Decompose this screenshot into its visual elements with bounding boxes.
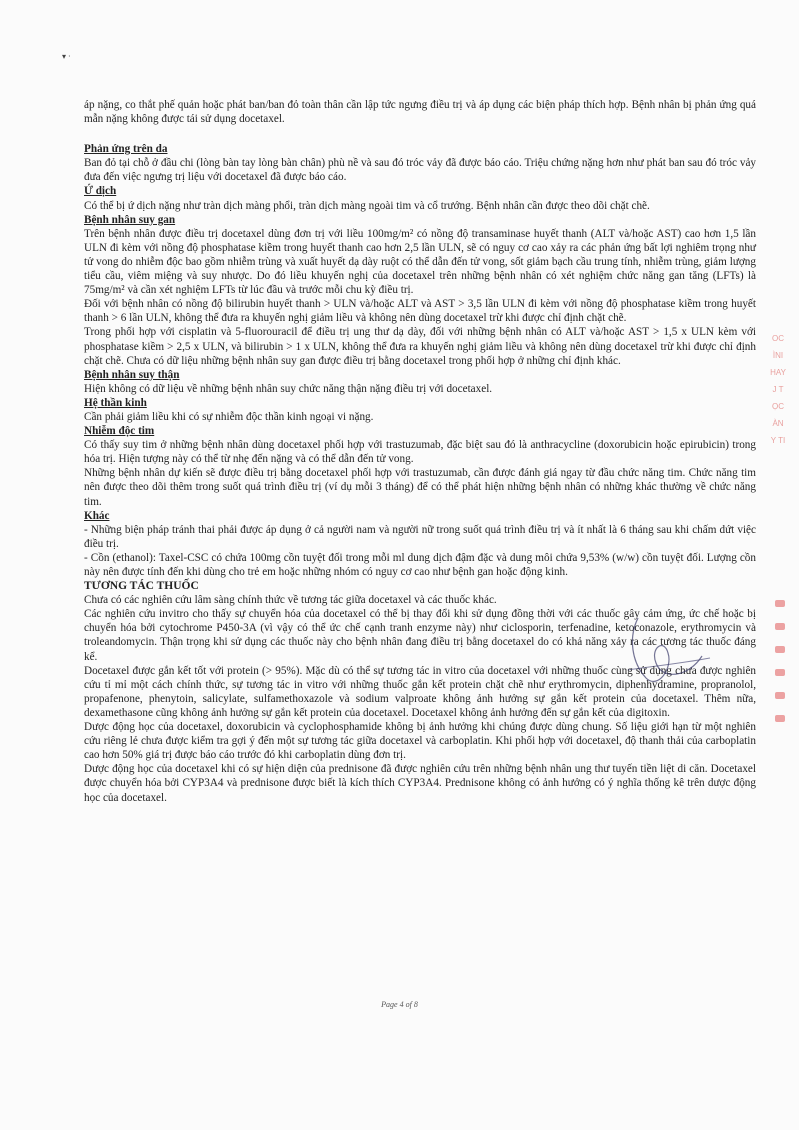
red-stamp-marks bbox=[768, 600, 792, 738]
document-body bbox=[84, 98, 756, 805]
paragraph-gap bbox=[84, 126, 756, 142]
scan-mark: ▾ · bbox=[62, 52, 71, 61]
handwritten-signature bbox=[598, 608, 718, 698]
body-paragraph: Dược động học của docetaxel, doxorubicin và cyclophosphamide không bị ảnh hưởng khi chúng được dùng chung. Số liệu giới hạn từ một nghiên cứu riêng lẻ chưa được kiểm tra gợi ý đến một sự tương tác giữa docetaxel và carboplatin. Khi phối hợp với docetaxel, độ thanh thải của carboplatin cao hơn 50% giá trị được báo cáo trước đó khi carboplatin dùng đơn trị. bbox=[84, 721, 756, 762]
stamp-text: J T bbox=[772, 385, 784, 394]
body-paragraph: - Những biện pháp tránh thai phải được áp dụng ở cả người nam và người nữ trong suốt quá trình điều trị và ít nhất là 6 tháng sau khi chấm dứt việc điều trị. bbox=[84, 523, 756, 550]
body-paragraph: Trên bệnh nhân được điều trị docetaxel dùng đơn trị với liều 100mg/m² có nồng độ transaminase huyết thanh (ALT và/hoặc AST) cao hơn 1,5 lần ULN đi kèm với nồng độ phosphatase kiềm trong huyết thanh cao hơn 2,5 lần ULN, sẽ có nguy cơ cao xảy ra các phản ứng bất lợi nghiêm trọng như tử vong do nhiễm độc bao gồm nhiễm trùng và xuất huyết dạ dày ruột có thể dẫn đến tử vong, sốt giảm bạch cầu trung tính, nhiễm trùng, giảm lượng tiểu cầu, viêm miệng và suy nhược. Do đó liều khuyến nghị của docetaxel trên những bệnh nhân có xét nghiệm chức năng gan tăng (LFTs) là 75mg/m² và cần xét nghiệm LFTs từ lúc đầu và trước mỗi chu kỳ điều trị. bbox=[84, 227, 756, 297]
page-footer: Page 4 of 8 bbox=[381, 1000, 418, 1009]
body-paragraph: Chưa có các nghiên cứu lâm sàng chính thức về tương tác giữa docetaxel và các thuốc khác. bbox=[84, 594, 497, 607]
body-paragraph: Những bệnh nhân dự kiến sẽ được điều trị bằng docetaxel phối hợp với trastuzumab, cần được đánh giá ngay từ đầu chức năng tim. Chức năng tim nên được theo dõi thêm trong suốt quá trình điều trị (ví dụ mỗi 3 tháng) để có thể phát hiện những bệnh nhân có những khác thường về chức năng tim. bbox=[84, 467, 756, 508]
stamp-fragment bbox=[760, 330, 796, 449]
body-paragraph: Có thể bị ứ dịch nặng như tràn dịch màng phổi, tràn dịch màng ngoài tim và cổ trướng. Bệnh nhân cần được theo dõi chặt chẽ. bbox=[84, 199, 650, 212]
section-heading: Ứ dịch bbox=[84, 185, 117, 198]
body-paragraph: Trong phối hợp với cisplatin và 5-fluorouracil để điều trị ung thư dạ dày, đối với những bệnh nhân có ALT và/hoặc AST > 1,5 x ULN kèm với phosphatase kiềm > 2,5 x ULN, và bilirubin > 1 x ULN, không thể đưa ra khuyến nghị giảm liều và không nên dùng docetaxel trừ khi được chỉ định chặt chẽ. Chưa có dữ liệu những bệnh nhân suy gan được điều trị bằng docetaxel trong phối hợp ở những chỉ định khác. bbox=[84, 326, 756, 367]
stamp-text: OC bbox=[772, 334, 784, 343]
body-paragraph: áp nặng, co thắt phế quản hoặc phát ban/ban đỏ toàn thân cần lập tức ngưng điều trị và áp dụng các biện pháp thích hợp. Bệnh nhân bị phản ứng quá mẫn nặng không được tái sử dụng docetaxel. bbox=[84, 99, 756, 126]
body-paragraph: Hiện không có dữ liệu về những bệnh nhân suy chức năng thận nặng điều trị với docetaxel. bbox=[84, 382, 493, 395]
body-paragraph: Cần phải giảm liều khi có sự nhiễm độc thần kinh ngoại vi nặng. bbox=[84, 410, 374, 423]
body-paragraph: Có thấy suy tim ở những bệnh nhân dùng docetaxel phối hợp với trastuzumab, đặc biệt sau đó là anthracycline (doxorubicin hoặc epirubicin) trong hóa trị. Hiện tượng này có thể từ nhẹ đến nặng và có thể dẫn đến tử vong. bbox=[84, 439, 756, 466]
section-heading: Nhiễm độc tim bbox=[84, 425, 155, 438]
body-paragraph: - Cồn (ethanol): Taxel-CSC có chứa 100mg cồn tuyệt đối trong mỗi ml dung dịch đậm đặc và dung môi chứa 9,53% (w/w) cồn tuyệt đối. Lượng cồn này nên được tính đến khi dùng cho trẻ em hoặc những nhóm có nguy cơ cao như bệnh gan hoặc động kinh. bbox=[84, 551, 756, 578]
body-paragraph: Ban đỏ tại chỗ ở đầu chi (lòng bàn tay lòng bàn chân) phù nề và sau đó tróc vảy đã được báo cáo. Triệu chứng nặng hơn như phát ban sau đó tróc vảy đưa đến việc ngưng trị liệu với docetaxel đã được báo cáo. bbox=[84, 157, 756, 184]
body-paragraph: Docetaxel được gắn kết tốt với protein (> 95%). Mặc dù có thể sự tương tác in vitro của docetaxel với những thuốc cùng sử dụng chưa được nghiên cứu tỉ mỉ một cách chính thức, sự tương tác in vitro với những thuốc gắn kết protein chặt chẽ như erythromycin, diphenhydramine, propranolol, propafenone, phenytoin, salicylate, sulfamethoxazole và sodium valproate không ảnh hưởng sự gắn kết protein của docetaxel. Thêm nữa, dexamethasone cũng không ảnh hưởng sự gắn kết protein của docetaxel. Docetaxel không ảnh hưởng đến sự gắn kết của digitoxin. bbox=[84, 664, 756, 719]
section-heading: Bệnh nhân suy thận bbox=[84, 368, 180, 381]
stamp-text: HAY bbox=[770, 368, 786, 377]
stamp-text: ỌC bbox=[772, 402, 784, 411]
section-heading: Bệnh nhân suy gan bbox=[84, 213, 176, 226]
body-paragraph: Dược động học của docetaxel khi có sự hiện diện của prednisone đã được nghiên cứu trên những bệnh nhân ung thư tuyến tiền liệt di căn. Docetaxel được chuyển hóa bởi CYP3A4 và prednisone được biết là kích thích CYP3A4. Prednisone không có ảnh hưởng có ý nghĩa thống kê trên dược động học của docetaxel. bbox=[84, 763, 756, 804]
section-heading: Phản ứng trên da bbox=[84, 143, 168, 156]
chapter-title: TƯƠNG TÁC THUỐC bbox=[84, 580, 199, 593]
section-heading: Khác bbox=[84, 509, 110, 522]
stamp-text: Y TI bbox=[770, 436, 786, 445]
stamp-text: ÀN bbox=[772, 419, 784, 428]
stamp-text: ÌNI bbox=[772, 351, 784, 360]
body-paragraph: Đối với bệnh nhân có nồng độ bilirubin huyết thanh > ULN và/hoặc ALT và AST > 3,5 lần ULN đi kèm với nồng độ phosphatase kiềm trong huyết thanh > 6 lần ULN, không thể đưa ra khuyến nghị giảm liều và không nên dùng docetaxel trừ khi được chỉ định chặt chẽ. bbox=[84, 298, 756, 325]
section-heading: Hệ thần kinh bbox=[84, 396, 147, 409]
body-paragraph: Các nghiên cứu invitro cho thấy sự chuyển hóa của docetaxel có thể bị thay đổi khi sử dụng đồng thời với các thuốc gây cảm ứng, ức chế hoặc bị chuyển hóa bởi cytochrome P450-3A (vì vậy có thể ức chế cạnh tranh enzyme này) như ciclosporin, terfenadine, ketoconazole, erythromycin và troleandomycin. Thận trọng khi sử dụng các thuốc này cho bệnh nhân đang điều trị bằng docetaxel do có khả năng xảy ra các tương tác thuốc đáng kể. bbox=[84, 608, 756, 663]
